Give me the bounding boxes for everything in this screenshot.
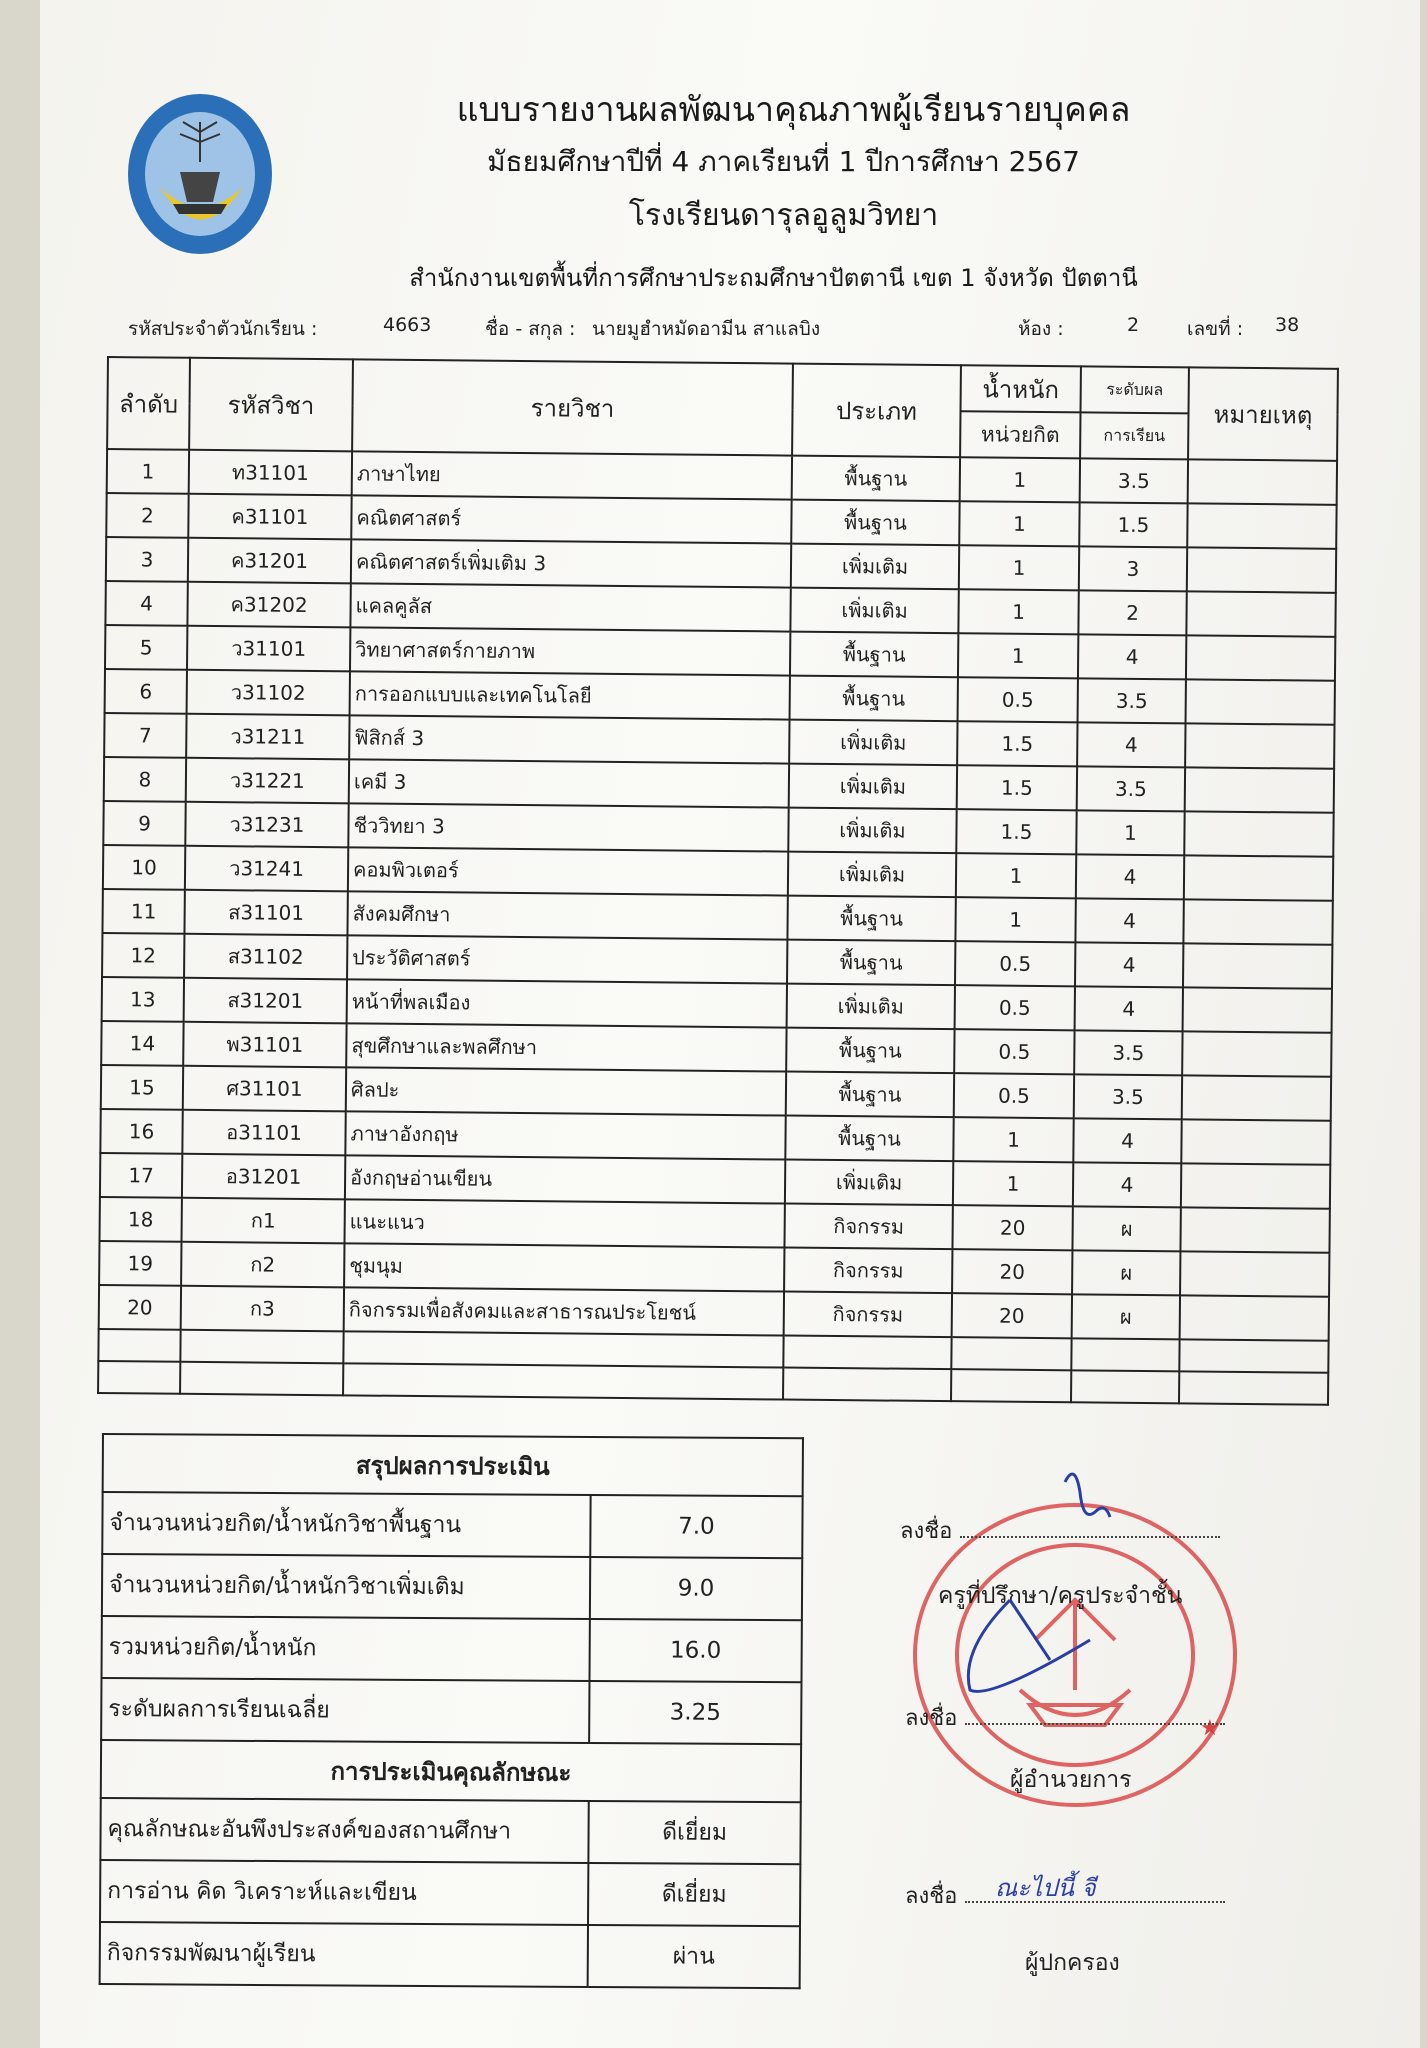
cell-remark — [1186, 591, 1335, 636]
cell-subject: กิจกรรมเพื่อสังคมและสาธารณประโยชน์ — [344, 1287, 784, 1335]
cell-subject: ภาษาอังกฤษ — [345, 1111, 785, 1159]
parent-signature: ณะไปนี้ จี — [995, 1874, 1096, 1902]
cell-type: พื้นฐาน — [785, 1116, 953, 1162]
cell-remark — [1183, 943, 1332, 988]
cell-type: กิจกรรม — [784, 1204, 952, 1250]
cell-remark — [1180, 1207, 1329, 1252]
cell-credit: 1 — [953, 1161, 1073, 1206]
cell-type: พื้นฐาน — [791, 500, 959, 546]
cell-code: อ31201 — [182, 1154, 345, 1200]
summary-value: 3.25 — [589, 1681, 801, 1744]
cell-remark — [1180, 1251, 1329, 1296]
cell-subject: หน้าที่พลเมือง — [347, 979, 787, 1027]
summary-value: 7.0 — [590, 1495, 802, 1558]
summary-label: จำนวนหน่วยกิต/น้ำหนักวิชาพื้นฐาน — [102, 1492, 590, 1557]
cell-subject: ประวัติศาสตร์ — [347, 935, 787, 983]
header-grade-sub: การเรียน — [1080, 412, 1188, 459]
trait-value: ดีเยี่ยม — [588, 1863, 800, 1926]
header-grade: ระดับผล — [1081, 366, 1189, 413]
summary-value: 9.0 — [590, 1557, 802, 1620]
cell-subject: การออกแบบและเทคโนโลยี — [350, 671, 790, 719]
trait-row — [100, 1922, 800, 1988]
cell-grade: 3.5 — [1074, 1074, 1182, 1119]
cell-no: 15 — [101, 1065, 183, 1110]
report-subtitle: มัธยมศึกษาปีที่ 4 ภาคเรียนที่ 1 ปีการศึกษา 2567 — [487, 145, 1080, 178]
cell-remark — [1184, 855, 1333, 900]
cell-code: ส31102 — [184, 934, 347, 980]
cell-no: 1 — [107, 449, 189, 494]
summary-row — [102, 1492, 802, 1558]
parent-role: ผู้ปกครอง — [1025, 1950, 1120, 1976]
cell-type: พื้นฐาน — [790, 632, 958, 678]
cell-type: เพิ่มเติม — [785, 1160, 953, 1206]
cell-credit: 0.5 — [954, 1029, 1074, 1074]
cell-grade: ผ — [1072, 1294, 1180, 1339]
cell-code: ค31101 — [188, 494, 351, 540]
summary-row — [102, 1616, 802, 1682]
cell-remark — [1185, 723, 1334, 768]
cell-grade: 1 — [1076, 810, 1184, 855]
cell-code: ส31101 — [184, 890, 347, 936]
cell-type: กิจกรรม — [784, 1248, 952, 1294]
cell-grade: ผ — [1072, 1206, 1180, 1251]
advisor-role: ครูที่ปรึกษา/ครูประจำชั้น — [938, 1583, 1183, 1609]
header-credit: หน่วยกิต — [960, 411, 1080, 458]
header-type: ประเภท — [792, 364, 961, 458]
trait-row — [100, 1860, 800, 1926]
summary-title: สรุปผลการประเมิน — [103, 1434, 803, 1496]
cell-grade: 4 — [1077, 722, 1185, 767]
number-value: 38 — [1275, 314, 1300, 336]
cell-code: ก1 — [182, 1198, 345, 1244]
cell-remark — [1185, 767, 1334, 812]
cell-remark — [1182, 1075, 1331, 1120]
student-id-label: รหัสประจำตัวนักเรียน : — [128, 318, 318, 340]
empty-cell — [180, 1330, 343, 1364]
cell-no: 12 — [102, 933, 184, 978]
cell-credit: 1 — [955, 897, 1075, 942]
cell-code: ก3 — [181, 1286, 344, 1332]
header-code: รหัสวิชา — [189, 358, 353, 452]
cell-grade: 1.5 — [1079, 502, 1187, 547]
advisor-signature-icon — [1055, 1462, 1115, 1532]
summary-row — [102, 1554, 802, 1620]
cell-remark — [1188, 459, 1337, 504]
cell-subject: แคลคูลัส — [350, 583, 790, 631]
cell-no: 19 — [99, 1241, 181, 1286]
room-value: 2 — [1127, 314, 1140, 336]
cell-code: ว31241 — [185, 846, 348, 892]
cell-subject: คอมพิวเตอร์ — [348, 847, 788, 895]
cell-remark — [1183, 899, 1332, 944]
cell-grade: 4 — [1078, 634, 1186, 679]
cell-no: 20 — [99, 1285, 181, 1330]
trait-label: กิจกรรมพัฒนาผู้เรียน — [100, 1922, 588, 1987]
traits-title: การประเมินคุณลักษณะ — [101, 1740, 801, 1802]
cell-type: เพิ่มเติม — [791, 544, 959, 590]
advisor-sign-label: ลงชื่อ — [900, 1519, 953, 1544]
cell-remark — [1180, 1295, 1329, 1340]
cell-type: พื้นฐาน — [786, 1028, 954, 1074]
cell-type: พื้นฐาน — [786, 1072, 954, 1118]
cell-grade: 4 — [1076, 854, 1184, 899]
cell-remark — [1184, 811, 1333, 856]
cell-credit: 1 — [959, 545, 1079, 590]
cell-no: 9 — [103, 801, 185, 846]
empty-cell — [1179, 1371, 1328, 1404]
cell-credit: 1 — [953, 1117, 1073, 1162]
svg-text:★: ★ — [1200, 1716, 1220, 1741]
summary-label: รวมหน่วยกิต/น้ำหนัก — [102, 1616, 590, 1681]
cell-no: 6 — [105, 669, 187, 714]
cell-grade: 3.5 — [1077, 766, 1185, 811]
cell-type: เพิ่มเติม — [790, 588, 958, 634]
cell-grade: 4 — [1073, 1162, 1181, 1207]
cell-no: 10 — [103, 845, 185, 890]
empty-cell — [783, 1368, 951, 1402]
cell-remark — [1183, 987, 1332, 1032]
student-name-label: ชื่อ - สกุล : — [485, 318, 576, 340]
cell-remark — [1187, 503, 1336, 548]
cell-no: 2 — [106, 493, 188, 538]
summary-label: จำนวนหน่วยกิต/น้ำหนักวิชาเพิ่มเติม — [102, 1554, 590, 1619]
summary-table — [99, 1433, 804, 1989]
cell-type: กิจกรรม — [784, 1292, 952, 1338]
summary-label: ระดับผลการเรียนเฉลี่ย — [101, 1678, 589, 1743]
cell-subject: ชุมนุม — [344, 1243, 784, 1291]
cell-subject: อังกฤษอ่านเขียน — [345, 1155, 785, 1203]
cell-code: ศ31101 — [183, 1066, 346, 1112]
cell-subject: ภาษาไทย — [352, 451, 792, 499]
student-id: 4663 — [383, 314, 432, 336]
cell-no: 17 — [100, 1153, 182, 1198]
cell-no: 5 — [105, 625, 187, 670]
cell-no: 4 — [105, 581, 187, 626]
education-office: สำนักงานเขตพื้นที่การศึกษาประถมศึกษาปัตตานี เขต 1 จังหวัด ปัตตานี — [409, 264, 1138, 292]
cell-subject: เคมี 3 — [349, 759, 789, 807]
summary-value: 16.0 — [589, 1619, 801, 1682]
cell-remark — [1187, 547, 1336, 592]
director-sign-line — [905, 1700, 1225, 1735]
cell-grade: 4 — [1075, 942, 1183, 987]
cell-remark — [1186, 635, 1335, 680]
parent-sign-label: ลงชื่อ — [905, 1884, 958, 1909]
cell-code: ว31102 — [187, 670, 350, 716]
cell-credit: 1 — [958, 633, 1078, 678]
school-name: โรงเรียนดารุลอูลูมวิทยา — [628, 198, 939, 233]
cell-no: 16 — [100, 1109, 182, 1154]
cell-type: พื้นฐาน — [787, 940, 955, 986]
cell-subject: สังคมศึกษา — [347, 891, 787, 939]
cell-credit: 1 — [958, 589, 1078, 634]
trait-value: ผ่าน — [588, 1925, 800, 1988]
cell-type: เพิ่มเติม — [787, 984, 955, 1030]
header-weight: น้ำหนัก — [961, 365, 1081, 412]
cell-code: พ31101 — [183, 1022, 346, 1068]
cell-type: พื้นฐาน — [792, 456, 960, 502]
cell-credit: 1.5 — [957, 765, 1077, 810]
header-no: ลำดับ — [107, 357, 190, 450]
cell-code: ว31221 — [186, 758, 349, 804]
director-sign-label: ลงชื่อ — [905, 1706, 958, 1731]
cell-credit: 1 — [956, 853, 1076, 898]
empty-cell — [1179, 1339, 1328, 1372]
cell-subject: คณิตศาสตร์ — [351, 495, 791, 543]
cell-credit: 0.5 — [955, 985, 1075, 1030]
cell-no: 13 — [102, 977, 184, 1022]
empty-cell — [343, 1331, 783, 1367]
cell-credit: 1.5 — [957, 721, 1077, 766]
director-role: ผู้อำนวยการ — [1010, 1767, 1132, 1793]
cell-subject: แนะแนว — [344, 1199, 784, 1247]
empty-cell — [783, 1336, 951, 1370]
director-signature-icon — [950, 1580, 1150, 1710]
cell-remark — [1181, 1163, 1330, 1208]
cell-subject: คณิตศาสตร์เพิ่มเติม 3 — [351, 539, 791, 587]
student-name: นายมูฮำหมัดอามีน สาแลบิง — [592, 318, 821, 340]
cell-code: ท31101 — [189, 450, 352, 496]
cell-no: 11 — [102, 889, 184, 934]
room-label: ห้อง : — [1018, 318, 1064, 340]
cell-code: ค31202 — [187, 582, 350, 628]
cell-type: เพิ่มเติม — [788, 852, 956, 898]
cell-no: 14 — [101, 1021, 183, 1066]
report-title: แบบรายงานผลพัฒนาคุณภาพผู้เรียนรายบุคคล — [456, 90, 1131, 130]
trait-label: การอ่าน คิด วิเคราะห์และเขียน — [100, 1860, 588, 1925]
cell-code: ก2 — [181, 1242, 344, 1288]
trait-row — [100, 1798, 800, 1864]
cell-credit: 20 — [952, 1293, 1072, 1338]
cell-grade: 3 — [1079, 546, 1187, 591]
cell-type: เพิ่มเติม — [789, 764, 957, 810]
cell-credit: 20 — [952, 1249, 1072, 1294]
cell-remark — [1186, 679, 1335, 724]
cell-code: ว31231 — [185, 802, 348, 848]
empty-cell — [951, 1369, 1071, 1402]
empty-cell — [343, 1363, 783, 1399]
cell-grade: 2 — [1078, 590, 1186, 635]
cell-type: เพิ่มเติม — [789, 720, 957, 766]
cell-subject: ชีววิทยา 3 — [348, 803, 788, 851]
cell-credit: 1 — [959, 501, 1079, 546]
cell-subject: ฟิสิกส์ 3 — [349, 715, 789, 763]
empty-cell — [180, 1362, 343, 1396]
cell-credit: 1.5 — [956, 809, 1076, 854]
cell-code: ค31201 — [188, 538, 351, 584]
number-label: เลขที่ : — [1187, 318, 1244, 340]
cell-grade: 3.5 — [1080, 458, 1188, 503]
empty-cell — [1071, 1338, 1179, 1371]
cell-type: เพิ่มเติม — [788, 808, 956, 854]
cell-grade: 4 — [1075, 898, 1183, 943]
cell-grade: 3.5 — [1078, 678, 1186, 723]
cell-grade: 3.5 — [1074, 1030, 1182, 1075]
cell-grade: 4 — [1073, 1118, 1181, 1163]
cell-subject: วิทยาศาสตร์กายภาพ — [350, 627, 790, 675]
header-remark: หมายเหตุ — [1188, 367, 1338, 460]
cell-remark — [1181, 1119, 1330, 1164]
cell-credit: 1 — [960, 457, 1080, 502]
empty-cell — [98, 1361, 180, 1394]
cell-remark — [1182, 1031, 1331, 1076]
trait-label: คุณลักษณะอันพึงประสงค์ของสถานศึกษา — [100, 1798, 588, 1863]
cell-subject: ศิลปะ — [346, 1067, 786, 1115]
cell-credit: 20 — [952, 1205, 1072, 1250]
cell-credit: 0.5 — [954, 1073, 1074, 1118]
cell-no: 7 — [104, 713, 186, 758]
cell-type: พื้นฐาน — [790, 676, 958, 722]
empty-cell — [951, 1337, 1071, 1370]
cell-grade: 4 — [1075, 986, 1183, 1031]
trait-value: ดีเยี่ยม — [588, 1801, 800, 1864]
cell-code: ว31211 — [186, 714, 349, 760]
header-subject: รายวิชา — [352, 359, 793, 455]
cell-credit: 0.5 — [958, 677, 1078, 722]
empty-cell — [1071, 1370, 1179, 1403]
cell-code: ว31101 — [187, 626, 350, 672]
cell-no: 18 — [100, 1197, 182, 1242]
cell-subject: สุขศึกษาและพลศึกษา — [346, 1023, 786, 1071]
cell-credit: 0.5 — [955, 941, 1075, 986]
cell-no: 8 — [104, 757, 186, 802]
cell-type: พื้นฐาน — [787, 896, 955, 942]
cell-no: 3 — [106, 537, 188, 582]
summary-row — [101, 1678, 801, 1744]
cell-code: อ31101 — [182, 1110, 345, 1156]
cell-code: ส31201 — [184, 978, 347, 1024]
empty-cell — [98, 1329, 180, 1362]
cell-grade: ผ — [1072, 1250, 1180, 1295]
grades-table — [97, 356, 1339, 1406]
